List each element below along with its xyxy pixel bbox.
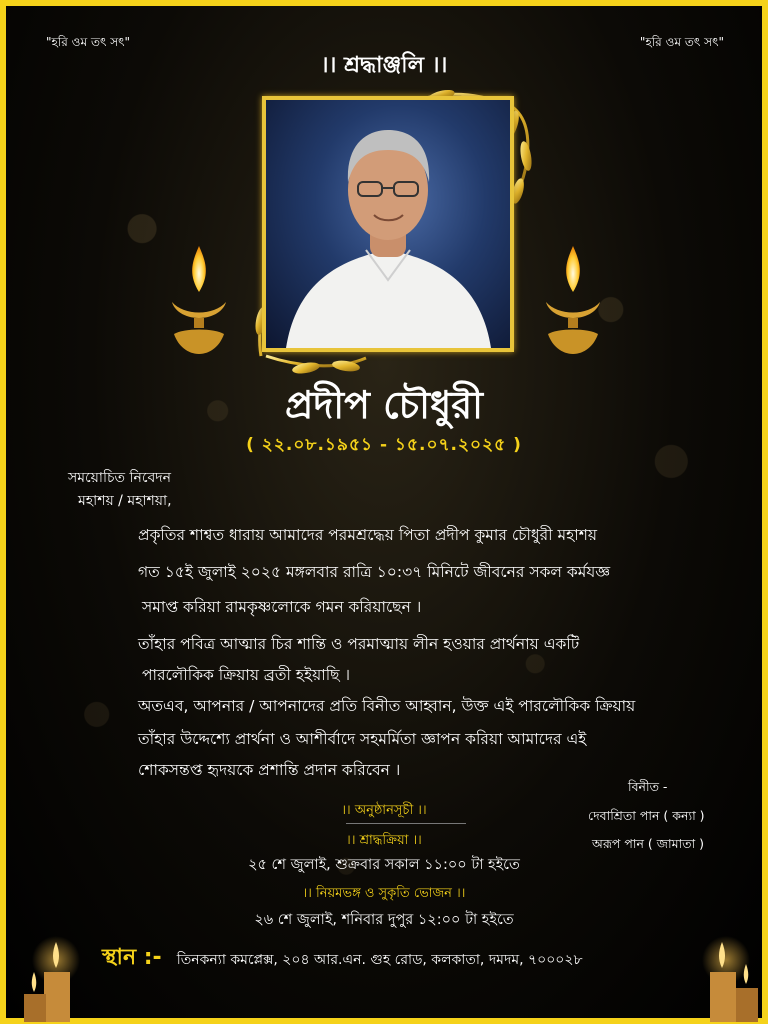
venue: [102, 940, 583, 977]
event-time: ২৬ শে জুলাই, শনিবার দুপুর ১২:০০ টা হইতে: [254, 912, 514, 928]
deceased-name: প্রদীপ চৌধুরী: [284, 383, 484, 427]
body-line: অতএব, আপনার / আপনাদের প্রতি বিনীত আহ্বান, উক্ত এই পারলৌকিক ক্রিয়ায়: [138, 697, 636, 715]
mantra-right: "হরি ওম তৎ সৎ": [639, 35, 724, 49]
page-title: ।। শ্রদ্ধাঞ্জলি ।।: [320, 53, 448, 78]
event-title: ।। নিয়মভঙ্গ ও সুকৃতি ভোজন ।।: [302, 886, 466, 901]
venue-address: তিনকন্যা কমপ্লেক্স, ২০৪ আর.এন. গুহ রোড, কলকাতা, দমদম, ৭০০০২৮: [176, 952, 583, 968]
candle-icon: [700, 932, 764, 1022]
body-line: তাঁহার পবিত্র আত্মার চির শান্তি ও পরমাত্মায় লীন হওয়ার প্রার্থনায় একটি: [138, 635, 580, 653]
mantra-left: "হরি ওম তৎ সৎ": [46, 35, 131, 49]
body-line: সমাপ্ত করিয়া রামকৃষ্ণলোকে গমন করিয়াছেন ।: [142, 598, 422, 616]
salutation: মহাশয় / মহাশয়া,: [78, 493, 172, 509]
diya-lamp-icon: [164, 244, 234, 362]
diya-lamp-icon: [538, 244, 608, 362]
program-heading: ।। অনুষ্ঠানসূচী ।।: [341, 803, 427, 818]
greeting: সময়োচিত নিবেদন: [68, 470, 171, 486]
life-dates: ( ২২.০৮.১৯৫১ - ১৫.০৭.২০২৫ ): [246, 435, 522, 455]
body-line: গত ১৫ই জুলাই ২০২৫ মঙ্গলবার রাত্রি ১০:৩৭ মিনিটে জীবনের সকল কর্মযজ্ঞ: [138, 563, 611, 581]
portrait-image: [266, 100, 510, 348]
event-time: ২৫ শে জুলাই, শুক্রবার সকাল ১১:০০ টা হইতে: [248, 857, 520, 873]
program-divider: [346, 823, 466, 824]
portrait-frame: [262, 96, 514, 352]
venue-label: স্থান :-: [102, 945, 162, 970]
candle-icon: [18, 932, 82, 1022]
sign-label: বিনীত -: [628, 779, 668, 794]
body-line: পারলৌকিক ক্রিয়ায় ব্রতী হইয়াছি ।: [142, 666, 351, 684]
body-line: তাঁহার উদ্দেশ্যে প্রার্থনা ও আশীর্বাদে সহমর্মিতা জ্ঞাপন করিয়া আমাদের এই: [138, 730, 587, 748]
sign-name: দেবাশ্রিতা পান ( কন্যা ): [588, 808, 705, 823]
body-line: শোকসন্তপ্ত হৃদয়কে প্রশান্তি প্রদান করিবেন ।: [138, 761, 401, 779]
body-line: প্রকৃতির শাশ্বত ধারায় আমাদের পরমশ্রদ্ধেয় পিতা প্রদীপ কুমার চৌধুরী মহাশয়: [138, 526, 598, 544]
sign-name: অরূপ পান ( জামাতা ): [592, 836, 705, 851]
event-title: ।। শ্রাদ্ধক্রিয়া ।।: [346, 833, 422, 848]
